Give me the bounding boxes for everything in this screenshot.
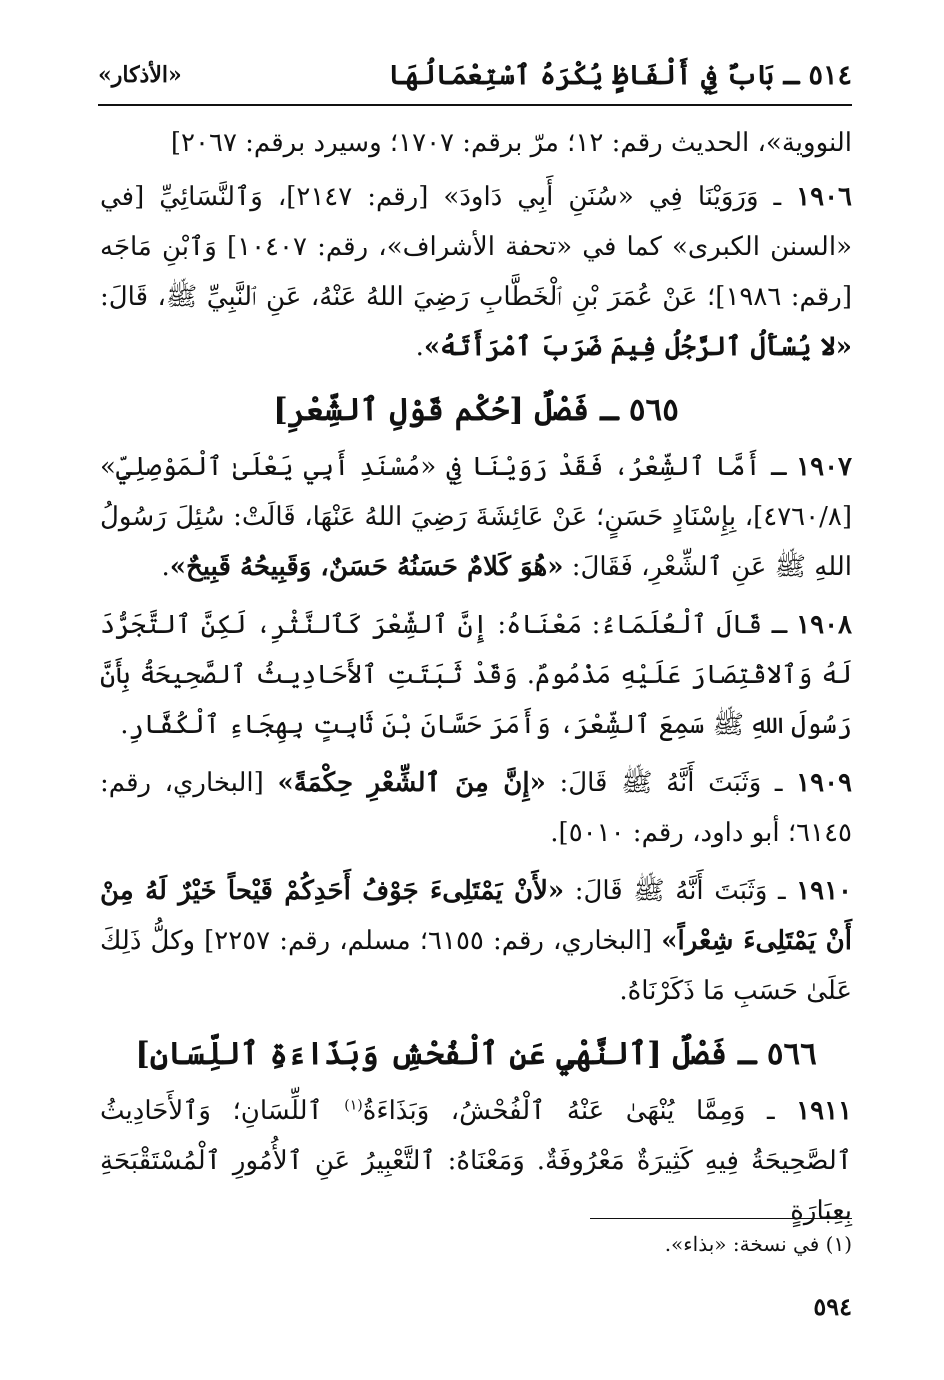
hadith-reference: [البخاري، رقم: ٦١٥٥؛ مسلم، رقم: ٢٢٥٧] وكلُّ ذَلِكَ عَلَىٰ حَسَبِ مَا ذَكَرْنَاهُ. (100, 926, 852, 1006)
hadith-1907 (100, 442, 852, 592)
running-header (98, 52, 852, 98)
hadith-1909 (100, 758, 852, 858)
continuation-line: النووية»، الحديث رقم: ١٢؛ مرّ برقم: ١٧٠٧؛ وسيرد برقم: ٢٠٦٧] (170, 128, 852, 158)
section-heading-565: ٥٦٥ ـ فَصْلٌ [حُكْم قَوْلِ ٱلشِّعْرِ] (273, 392, 679, 428)
page-body (100, 118, 852, 1244)
hadith-1906 (100, 172, 852, 372)
hadith-number: ١٩٠٨ (796, 610, 852, 640)
page-number: ٥٩٤ (813, 1292, 852, 1321)
chapter-title: ٥١٤ ـ بَابٌ فِي أَلْفَاظٍ يُكْرَهُ ٱسْتِعْمَالُهَا (388, 59, 852, 91)
hadith-text: ـ وَرَوَيْنَا فِي «سُنَنِ أَبِي دَاودَ» [رقم: ٢١٤٧]، وَٱلنَّسَائِيِّ [في «السنن الكبرى» كما في «تحفة الأشراف»، رقم: ١٠٤٠٧] وَٱبْنِ مَاجَه [رقم: ١٩٨٦]؛ عَنْ عُمَرَ بْنِ ٱلْخَطَّابِ رَضِيَ اللهُ عَنْهُ، عَنِ ٱلنَّبِيِّ ﷺ، قَالَ: (100, 182, 852, 312)
hadith-end: . (415, 332, 424, 362)
hadith-1911 (100, 1086, 852, 1236)
hadith-text: ـ أَمَّا ٱلشِّعْرُ، فَقَدْ رَوَيْنَا فِي «مُسْنَدِ أَبِي يَعْلَىٰ ٱلْمَوْصِلِيِّ» [٤٧٦٠/٨]، بِإِسْنَادٍ حَسَنٍ؛ عَنْ عَائِشَةَ رَضِيَ اللهُ عَنْهَا، قَالَتْ: سُئِلَ رَسُولُ اللهِ ﷺ عَنِ ٱلشِّعْرِ، فَقَالَ: (100, 452, 852, 582)
footnote-marker: (١) (344, 1097, 363, 1114)
hadith-quote: «لا يُسْأَلُ ٱلرَّجُلُ فِيمَ ضَرَبَ ٱمْرَأَتَهُ» (423, 332, 852, 362)
hadith-number: ١٩٠٦ (796, 182, 853, 212)
hadith-text: ـ وَمِمَّا يُنْهَىٰ عَنْهُ ٱلْفُحْشُ، وَبَذَاءَةُ (362, 1096, 797, 1126)
hadith-number: ١٩٠٩ (796, 768, 853, 798)
hadith-text: ـ وَثَبَتَ أَنَّهُ ﷺ قَالَ: (545, 768, 797, 798)
hadith-quote: «إِنَّ مِنَ ٱلشِّعْرِ حِكْمَةً» (277, 768, 546, 798)
hadith-number: ١٩١١ (796, 1096, 852, 1126)
hadith-text-continued: ٱللِّسَانِ؛ وَٱلأَحَادِيثُ ٱلصَّحِيحَةُ فِيهِ كَثِيرَةٌ مَعْرُوفَةٌ. وَمَعْنَاهُ: ٱلتَّعْبِيرُ عَنِ ٱلأُمُورِ ٱلْمُسْتَقْبَحَةِ بِعِبَارَةٍ (100, 1096, 852, 1226)
hadith-quote: «لأَنْ يَمْتَلِىءَ جَوْفُ أَحَدِكُمْ قَيْحاً خَيْرٌ لَهُ مِنْ أَنْ يَمْتَلِىءَ شِعْراً» (100, 876, 852, 956)
footnote: (١) في نسخة: «بذاء». (664, 1232, 852, 1256)
hadith-1910 (100, 866, 852, 1016)
book-title: «الأذكار» (98, 62, 182, 88)
hadith-text: ـ قَالَ ٱلْعُلَمَاءُ: مَعْنَاهُ: إِنَّ ٱلشِّعْرَ كَٱلنَّثْرِ، لَكِنَّ ٱلتَّجَرُّدَ لَهُ وَٱلاقْتِصَارَ عَلَيْهِ مَذْمُومٌ. وَقَدْ ثَبَتَتِ ٱلأَحَادِيثُ ٱلصَّحِيحَةُ بِأَنَّ رَسُولَ اللهِ ﷺ سَمِعَ ٱلشِّعْرَ، وَأَمَرَ حَسَّانَ بْنَ ثَابِتٍ بِهِجَاءِ ٱلْكُفَّارِ. (100, 610, 852, 740)
hadith-1908 (100, 600, 852, 750)
hadith-quote: «هُوَ كَلامٌ حَسَنُهُ حَسَنٌ، وَقَبِيحُهُ قَبِيحٌ» (169, 552, 564, 582)
hadith-reference: [البخاري، رقم: ٦١٤٥؛ أبو داود، رقم: ٥٠١٠]. (100, 768, 852, 848)
header-divider (98, 104, 852, 106)
section-heading-566: ٥٦٦ ـ فَصْلٌ [ٱلنَّهْيِ عَنِ ٱلْفُحْشِ وَبَذَاءَةِ ٱللِّسَانِ] (135, 1036, 817, 1072)
hadith-number: ١٩٠٧ (796, 452, 852, 482)
footnote-divider (590, 1218, 852, 1219)
hadith-text: ـ وَثَبَتَ أَنَّهُ ﷺ قَالَ: (564, 876, 797, 906)
hadith-number: ١٩١٠ (796, 876, 852, 906)
hadith-end: . (161, 552, 170, 582)
